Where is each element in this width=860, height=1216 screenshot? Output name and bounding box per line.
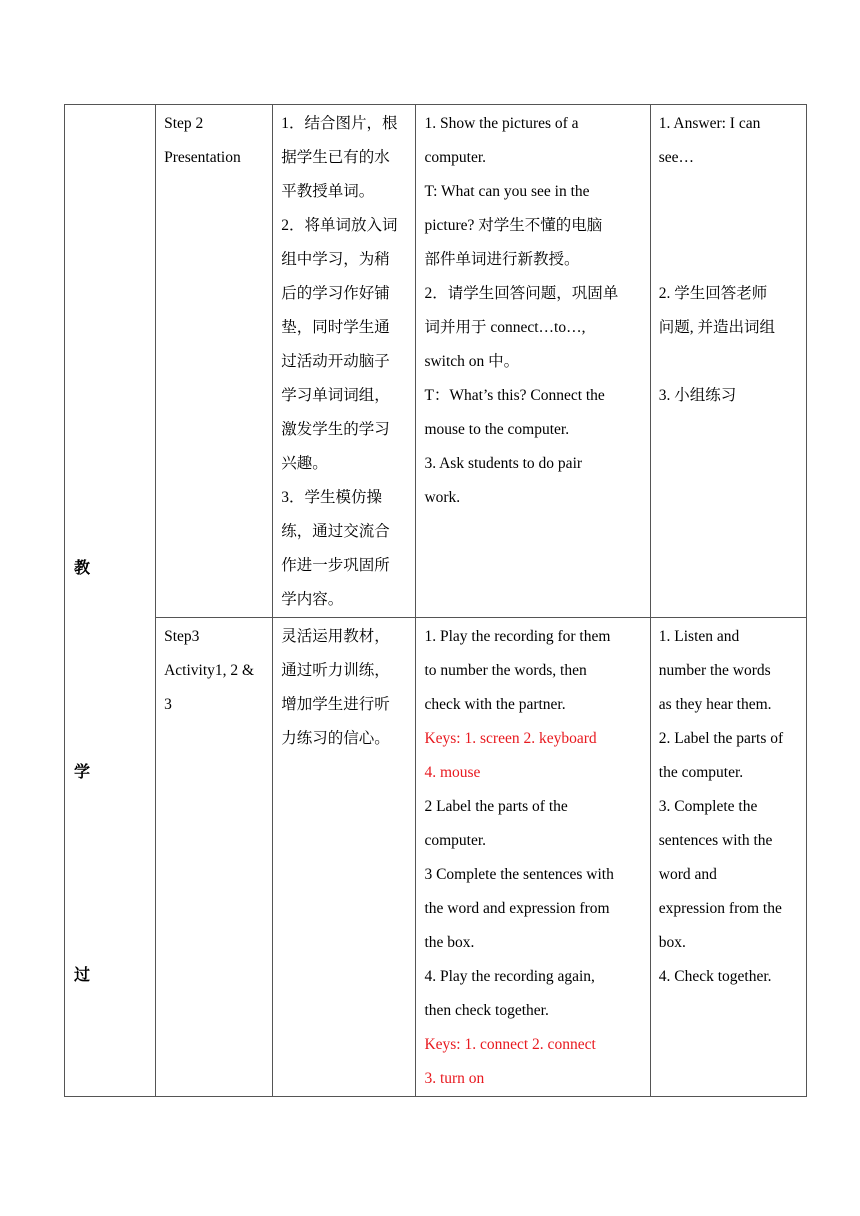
student-activity-line: 2. Label the parts of: [658, 730, 784, 747]
teacher-activity-cell: [416, 618, 650, 1097]
teacher-activity-line: 2．请学生回答问题，巩固单: [424, 285, 619, 302]
student-activity-line: 3. Complete the: [658, 798, 758, 815]
teacher-activity-line: 3. Ask students to do pair: [424, 455, 583, 472]
purpose-text-line: 兴趣。: [281, 455, 328, 472]
teacher-activity-line: 4. Play the recording again,: [424, 968, 595, 985]
teacher-activity-line: picture? 对学生不懂的电脑: [424, 217, 603, 234]
blank-line: [659, 243, 799, 277]
teacher-activity-line: then check together.: [424, 1002, 549, 1019]
purpose-text-line: 通过听力训练，: [281, 662, 390, 679]
step-label-line: Activity1, 2 &: [164, 662, 255, 679]
student-activity-line: 1. Listen and: [658, 628, 740, 645]
purpose-text-line: 作进一步巩固所: [281, 557, 390, 574]
step-cell: [156, 105, 273, 618]
step-cell: [156, 618, 273, 1097]
blank-line: [659, 175, 799, 209]
student-activity-line: word and: [658, 866, 717, 883]
teacher-activity-line: mouse to the computer.: [424, 421, 570, 438]
teacher-activity-line: to number the words, then: [424, 662, 587, 679]
purpose-text-line: 后的学习作好铺: [281, 285, 390, 302]
teacher-activity-line: check with the partner.: [424, 696, 566, 713]
purpose-text-line: 组中学习，为稍: [281, 251, 390, 268]
answer-key-line: 4. mouse: [424, 764, 481, 781]
teacher-activity-line: T: What can you see in the: [424, 183, 590, 200]
teacher-activity-line: the word and expression from: [424, 900, 610, 917]
teacher-activity-line: 3 Complete the sentences with: [424, 866, 614, 883]
blank-line: [659, 209, 799, 243]
purpose-cell: [273, 618, 416, 1097]
purpose-text-line: 练，通过交流合: [281, 523, 390, 540]
purpose-text-line: 灵活运用教材，: [281, 628, 390, 645]
student-activity-line: 1. Answer: I can: [658, 115, 761, 132]
student-activity-cell: [650, 105, 806, 618]
purpose-text-line: 垫，同时学生通: [281, 319, 390, 336]
purpose-text-line: 3．学生模仿操: [281, 489, 383, 506]
teacher-activity-line: 2 Label the parts of the: [424, 798, 568, 815]
purpose-text-line: 增加学生进行听: [281, 696, 390, 713]
step-label-line: Step 2: [164, 115, 204, 132]
student-activity-cell: [650, 618, 806, 1097]
student-activity-line: see…: [658, 149, 695, 166]
teacher-activity-line: T：What’s this? Connect the: [424, 387, 605, 404]
purpose-text-line: 激发学生的学习: [281, 421, 390, 438]
side-label-char: 教: [74, 558, 91, 577]
teacher-activity-line: 词并用于 connect…to…,: [424, 319, 586, 336]
student-activity-line: number the words: [658, 662, 771, 679]
purpose-cell: [273, 105, 416, 618]
side-label-char: 学: [74, 762, 91, 781]
teacher-activity-line: 1. Play the recording for them: [424, 628, 611, 645]
student-activity-line: box.: [658, 934, 686, 951]
step-label-line: 3: [164, 696, 172, 713]
purpose-text-line: 力练习的信心。: [281, 730, 390, 747]
teacher-activity-cell: [416, 105, 650, 618]
purpose-text-line: 2．将单词放入词: [281, 217, 398, 234]
answer-key-line: 3. turn on: [424, 1070, 485, 1087]
teacher-activity-line: work.: [424, 489, 461, 506]
student-activity-line: 4. Check together.: [658, 968, 772, 985]
teacher-activity-line: computer.: [424, 832, 487, 849]
purpose-text-line: 学内容。: [281, 591, 344, 608]
student-activity-line: as they hear them.: [658, 696, 772, 713]
teacher-activity-line: the box.: [424, 934, 475, 951]
student-activity-line: the computer.: [658, 764, 744, 781]
table-row: [65, 105, 807, 618]
student-activity-line: expression from the: [658, 900, 782, 917]
purpose-text-line: 1．结合图片，根: [281, 115, 398, 132]
teacher-activity-line: 部件单词进行新教授。: [424, 251, 580, 268]
teacher-activity-line: computer.: [424, 149, 487, 166]
teacher-activity-line: switch on 中。: [424, 353, 520, 370]
purpose-text-line: 据学生已有的水: [281, 149, 390, 166]
side-label-char: 过: [74, 965, 91, 984]
student-activity-line: sentences with the: [658, 832, 773, 849]
purpose-text-line: 平教授单词。: [281, 183, 375, 200]
step-label-line: Step3: [164, 628, 200, 645]
blank-line: [659, 345, 799, 379]
step-label-line: Presentation: [164, 149, 241, 166]
student-activity-line: 3. 小组练习: [658, 387, 737, 404]
answer-key-line: Keys: 1. connect 2. connect: [424, 1036, 596, 1053]
teacher-activity-line: 1. Show the pictures of a: [424, 115, 579, 132]
answer-key-line: Keys: 1. screen 2. keyboard: [424, 730, 597, 747]
purpose-text-line: 过活动开动脑子: [281, 353, 390, 370]
side-label-cell: [65, 105, 156, 1097]
purpose-text-line: 学习单词词组，: [281, 387, 390, 404]
table-row: [65, 618, 807, 1097]
student-activity-line: 2. 学生回答老师: [658, 285, 768, 302]
student-activity-line: 问题, 并造出词组: [658, 319, 776, 336]
lesson-plan-table: [64, 104, 807, 1097]
